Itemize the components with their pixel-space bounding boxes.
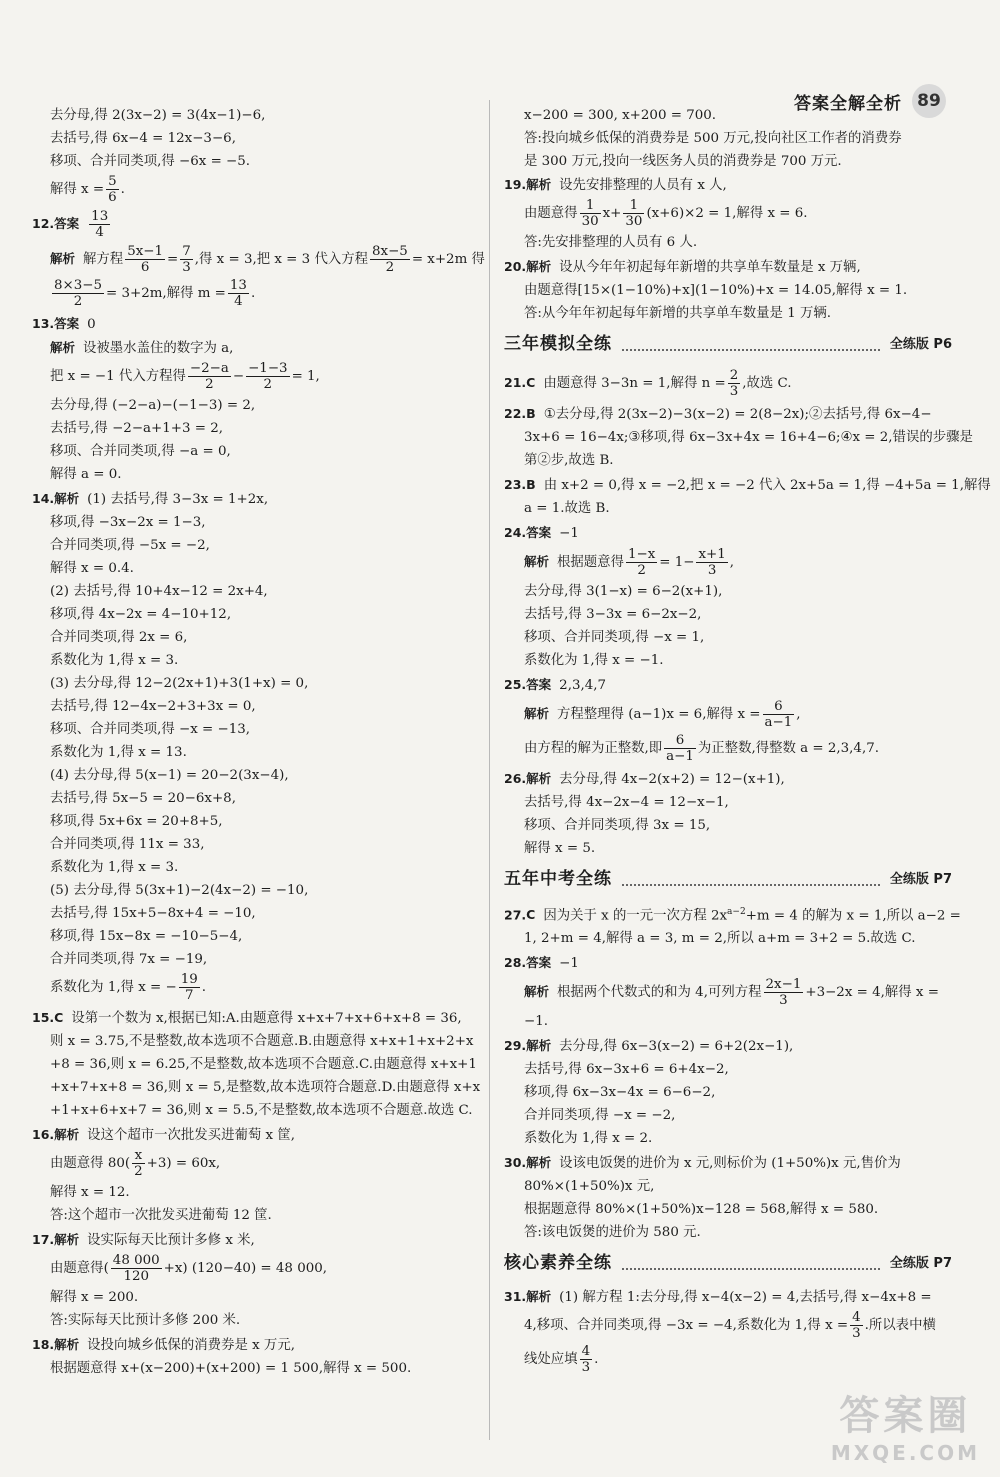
question-29: 29.解析 去分母,得 6x−3(x−2) = 6+2(2x−1), 去括号,得 6x−3x+6 = 6+4x−2, 移项,得 6x−3x−4x = 6−6−2, 合并同类项,得 −x = −2, 系数化为 1,得 x = 2.	[504, 1038, 794, 1147]
watermark-url: MXQE.COM	[830, 1441, 980, 1465]
question-25: 25.答案 2,3,4,7 解析 方程整理得 (a−1)x = 6,解得 x = $\frac{6}{a-1}$ , 由方程的解为正整数,即 $\frac{6}{a-1}$ 为正整数,得整数 a = 2,3,4,7.	[504, 677, 879, 764]
section-header-three-year: 三年模拟全练 全练版 P6	[504, 334, 952, 354]
question-22: 22.B ①去分母,得 2(3x−2)−3(x−2) = 2(8−2x);②去括号,得 6x−4− 3x+6 = 16−4x;③移项,得 6x−3x+4x = 16+4−6;④x = 2,错误的步骤是 第②步,故选 B.	[504, 406, 973, 468]
question-19: 19.解析 设先安排整理的人员有 x 人, 由题意得 $\frac{1}{30}$ x+ $\frac{1}{30}$ (x+6)×2 = 1,解得 x = 6. 答:先安排整理的人员有 6 人.	[504, 177, 808, 250]
text-line: 是 300 万元,投向一线医务人员的消费券是 700 万元.	[524, 154, 842, 169]
question-30: 30.解析 设该电饭煲的进价为 x 元,则标价为 (1+50%)x 元,售价为 80%×(1+50%)x 元, 根据题意得 80%×(1+50%)x−128 = 568,解得 x = 580. 答:该电饭煲的进价为 580 元.	[504, 1155, 901, 1241]
header-title: 答案全解全析	[794, 93, 902, 114]
left-column	[32, 104, 485, 1381]
question-21: 21.C 由题意得 3−3n = 1,解得 n = $\frac{2}{3}$ ,故选 C.	[504, 368, 792, 399]
question-12: 12.答案 $\frac{13}{4}$ 解析 解方程 $\frac{5x-1}{6}$ = $\frac{7}{3}$ ,得 x = 3,把 x = 3 代入方程 $\frac{8x-5}{2}$ = x+2m 得 $\frac{8\times 3-5}{2}$ = 3+2m,解得 m = $\frac{13}{4}$ .	[32, 209, 485, 309]
question-24: 24.答案 −1 解析 根据题意得 $\frac{1-x}{2}$ = 1− $\frac{x+1}{3}$ , 去分母,得 3(1−x) = 6−2(x+1), 去括号,得 3−3x = 6−2x−2, 移项、合并同类项,得 −x = 1, 系数化为 1,得 x = −1.	[504, 525, 735, 668]
watermark-text: 答案圈	[839, 1393, 972, 1439]
question-27: 27.C 因为关于 x 的一元一次方程 $2x^{a-2}+m = 4$ 的解为 x = 1,所以 a−2 = 1, 2+m = 4,解得 a = 3, m = 2,所以 a+m = 3+2 = 5.故选 C.	[504, 907, 961, 947]
watermark-logo	[831, 1384, 980, 1465]
text-line: 去括号,得 6x−4 = 12x−3−6,	[50, 131, 236, 146]
question-17: 17.解析 设实际每天比预计多修 x 米, 由题意得( $\frac{48 000}{120}$ +x) (120−40) = 48 000, 解得 x = 200. 答:实际每天比预计多修 200 米.	[32, 1232, 328, 1328]
fraction: $\frac{13}{4}$	[91, 209, 109, 240]
section-header-five-year: 五年中考全练 全练版 P7	[504, 869, 952, 889]
text-line: 解得 x = $\frac{5}{6}$ .	[50, 174, 125, 205]
question-31: 31.解析 (1) 解方程 1:去分母,得 x−4(x−2) = 4,去括号,得 x−4x+8 = 4,移项、合并同类项,得 −3x = −4,系数化为 1,得 x = $\frac{4}{3}$ .所以表中横 线处应填 $\frac{4}{3}$ .	[504, 1289, 936, 1376]
question-28: 28.答案 −1 解析 根据两个代数式的和为 4,可列方程 $\frac{2x-1}{3}$ +3−2x = 4,解得 x = −1.	[504, 955, 939, 1030]
page-number: 89	[912, 84, 946, 118]
fraction: $\frac{5}{6}$	[108, 174, 117, 205]
question-13: 13.答案 0 解析 设被墨水盖住的数字为 a, 把 x = −1 代入方程得 $\frac{-2-a}{2}$ − $\frac{-1-3}{2}$ = 1, 去分母,得 (−2−a)−(−1−3) = 2, 去括号,得 −2−a+1+3 = 2, 移项、合并同类项,得 −a = 0, 解得 a = 0.	[32, 316, 320, 482]
section-header-core: 核心素养全练 全练版 P7	[504, 1253, 952, 1274]
question-16: 16.解析 设这个超市一次批发买进葡萄 x 筐, 由题意得 80( $\frac{x}{2}$ +3) = 60x, 解得 x = 12. 答:这个超市一次批发买进葡萄 12 筐.	[32, 1127, 295, 1223]
question-23: 23.B 由 x+2 = 0,得 x = −2,把 x = −2 代入 2x+5a = 1,得 −4+5a = 1,解得 a = 1.故选 B.	[504, 477, 991, 516]
question-18: 18.解析 设投向城乡低保的消费券是 x 万元, 根据题意得 x+(x−200)+(x+200) = 1 500,解得 x = 500.	[32, 1337, 412, 1376]
question-14: 14.解析 (1) 去括号,得 3−3x = 1+2x, 移项,得 −3x−2x = 1−3, 合并同类项,得 −5x = −2, 解得 x = 0.4. (2) 去括号,得 10+4x−12 = 2x+4, 移项,得 4x−2x = 4−10+12, 合并同类项,得 2x = 6, 系数化为 1,得 x = 3. (3) 去分母,得 12−2(2x+1)+3(1+x) = 0, 去括号,得 12−4x−2+3+3x = 0, 移项、合并同类项,得 −x = −13, 系数化为 1,得 x = 13. (4) 去分母,得 5(x−1) = 20−2(3x−4), 去括号,得 5x−5 = 20−6x+8, 移项,得 5x+6x = 20+8+5, 合并同类项,得 11x = 33, 系数化为 1,得 x = 3. (5) 去分母,得 5(3x+1)−2(4x−2) = −10, 去括号,得 15x+5−8x+4 = −10, 移项,得 15x−8x = −10−5−4, 合并同类项,得 7x = −19, 系数化为 1,得 x = − $\frac{19}{7}$ .	[32, 491, 309, 1003]
text-line: 移项、合并同类项,得 −6x = −5.	[50, 154, 251, 169]
text-line: x−200 = 300, x+200 = 700.	[524, 108, 717, 123]
question-26: 26.解析 去分母,得 4x−2(x+2) = 12−(x+1), 去括号,得 4x−2x−4 = 12−x−1, 移项、合并同类项,得 3x = 15, 解得 x = 5.	[504, 771, 785, 856]
question-15: 15.C 设第一个数为 x,根据已知:A.由题意得 x+x+7+x+6+x+8 = 36, 则 x = 3.75,不是整数,故本选项不合题意.B.由题意得 x+x+1+x+2+x +8 = 36,则 x = 6.25,不是整数,故本选项不合题意.C.由题意得 x+x+1 +x+7+x+8 = 36,则 x = 5,是整数,故本选项符合题意.D.由题意得 x+x +1+x+6+x+7 = 36,则 x = 5.5,不是整数,故本选项不合题意.故选 C.	[32, 1010, 481, 1118]
text-line: 去分母,得 2(3x−2) = 3(4x−1)−6,	[50, 108, 266, 123]
question-20: 20.解析 设从今年年初起每年新增的共享单车数量是 x 万辆, 由题意得[15×(1−10%)+x](1−10%)+x = 14.05,解得 x = 1. 答:从今年年初起每年新增的共享单车数量是 1 万辆.	[504, 259, 908, 321]
right-column	[504, 104, 991, 1378]
text-line: 答:投向城乡低保的消费券是 500 万元,投向社区工作者的消费券	[524, 131, 902, 146]
column-divider	[489, 100, 490, 1440]
